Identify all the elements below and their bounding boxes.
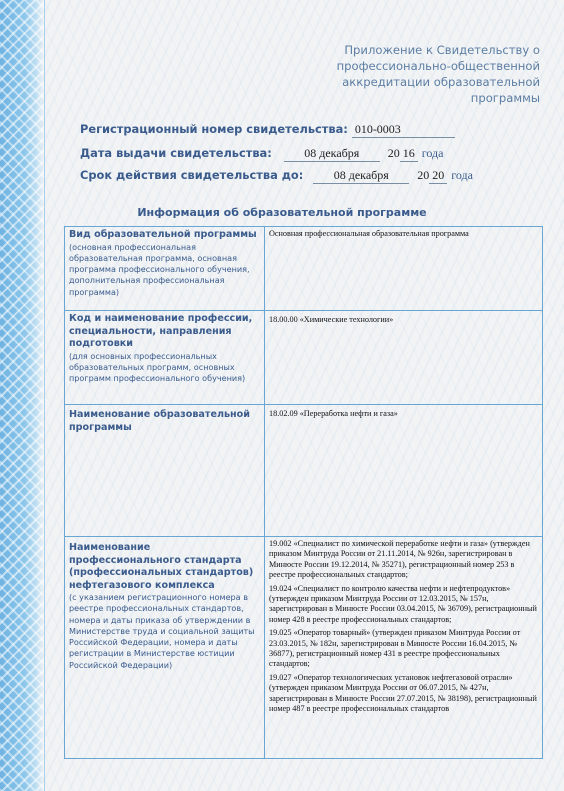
row-value-cell bbox=[265, 405, 543, 537]
registration-number-label: Регистрационный номер свидетельства: bbox=[80, 122, 348, 136]
info-section-title: Информация об образовательной программе bbox=[137, 206, 427, 219]
valid-year-prefix: 20 bbox=[417, 168, 430, 182]
standard-entry: 19.024 «Специалист по контролю качества нефти и нефтепродуктов» (утвержден приказом Минтруда России от 12.03.2015, № 157н, зарегистрирован в Минюсте России 03.04.2015, № 36709), регистрационный номер 428 в реестре профессиональных стандартов; bbox=[269, 583, 537, 624]
issue-date-day-month: 08 декабря bbox=[284, 146, 380, 162]
issue-year-word: года bbox=[421, 146, 444, 160]
professional-standard-note: (с указанием регистрационного номера в реестре профессиональных стандартов, номера и даты приказа об утверждении в Министерстве труда и социальной защиты Российской Федерации, номера и даты регистрации в Министерстве юстиции Российской Федерации) bbox=[69, 592, 255, 670]
standard-entry: 19.025 «Оператор товарный» (утвержден приказом Минтруда России от 23.03.2015, № 182н, зарегистрирован в Минюсте России 16.04.2015, № 36877), регистрационный номер 431 в реестре профессиональных стандартов; bbox=[269, 628, 521, 669]
valid-until-day-month: 08 декабря bbox=[313, 168, 409, 184]
registration-number-line bbox=[80, 122, 455, 138]
row-label-cell bbox=[65, 311, 265, 405]
table-row bbox=[65, 311, 543, 405]
standard-entry: 19.027 «Оператор технологических установок нефтегазовой отрасли» (утвержден приказом Минтруда России от 06.07.2015, № 427н, зарегистрирован в Минюсте России 27.07.2015, № 38198), регистрационный номер 487 в реестре профессиональных стандартов bbox=[269, 672, 537, 714]
table-row bbox=[65, 227, 543, 311]
program-type-note: (основная профессиональная образовательная программа, основная программа профессионального обучения, дополнительная профессиональная программа) bbox=[69, 241, 250, 297]
program-type-label: Вид образовательной программы bbox=[69, 229, 257, 240]
professional-standard-label: Наименование профессионального стандарта (профессиональных стандартов) нефтегазового комплекса bbox=[69, 542, 254, 591]
decorative-border bbox=[0, 0, 44, 791]
valid-year-word: года bbox=[451, 168, 473, 182]
table-row bbox=[65, 537, 543, 759]
program-type-value: Основная профессиональная образовательная программа bbox=[269, 229, 469, 238]
issue-date-line bbox=[80, 146, 443, 162]
row-label-cell bbox=[65, 405, 265, 537]
specialty-code-label: Код и наименование профессии, специальности, направления подготовки bbox=[69, 313, 253, 349]
annex-line-4: программы bbox=[470, 91, 540, 105]
valid-until-label: Срок действия свидетельства до: bbox=[80, 168, 304, 182]
row-label-cell bbox=[65, 227, 265, 311]
row-value-cell bbox=[265, 227, 543, 311]
standard-entry: 19.002 «Специалист по химической переработке нефти и газа» (утвержден приказом Минтруда России от 21.11.2014, № 926н, зарегистрирован в Минюсте России 19.12.2014, № 35271), регистрационный номер 253 в реестре профессиональных стандартов; bbox=[269, 539, 530, 580]
row-value-cell bbox=[265, 311, 543, 405]
issue-year-suffix: 16 bbox=[400, 146, 418, 162]
row-value-cell bbox=[265, 537, 543, 759]
program-info-table bbox=[64, 226, 543, 759]
issue-date-label: Дата выдачи свидетельства: bbox=[80, 146, 272, 160]
program-name-value: 18.02.09 «Переработка нефти и газа» bbox=[269, 409, 398, 418]
annex-heading bbox=[320, 42, 540, 106]
annex-line-3: аккредитации образовательной bbox=[342, 75, 540, 89]
specialty-code-note: (для основных профессиональных образовательных программ, основных программ профессионального обучения) bbox=[69, 350, 246, 384]
annex-line-1: Приложение к Свидетельству о bbox=[344, 43, 540, 57]
border-edge-line bbox=[44, 0, 45, 791]
registration-number-value: 010-0003 bbox=[352, 122, 455, 138]
program-name-label: Наименование образовательной программы bbox=[69, 409, 250, 433]
row-label-cell bbox=[65, 537, 265, 759]
specialty-code-value: 18.00.00 «Химические технологии» bbox=[269, 315, 394, 324]
annex-line-2: профессионально-общественной bbox=[336, 59, 540, 73]
issue-year-prefix: 20 bbox=[387, 146, 400, 160]
valid-until-line bbox=[80, 168, 473, 184]
table-row bbox=[65, 405, 543, 537]
valid-year-suffix: 20 bbox=[429, 168, 447, 184]
